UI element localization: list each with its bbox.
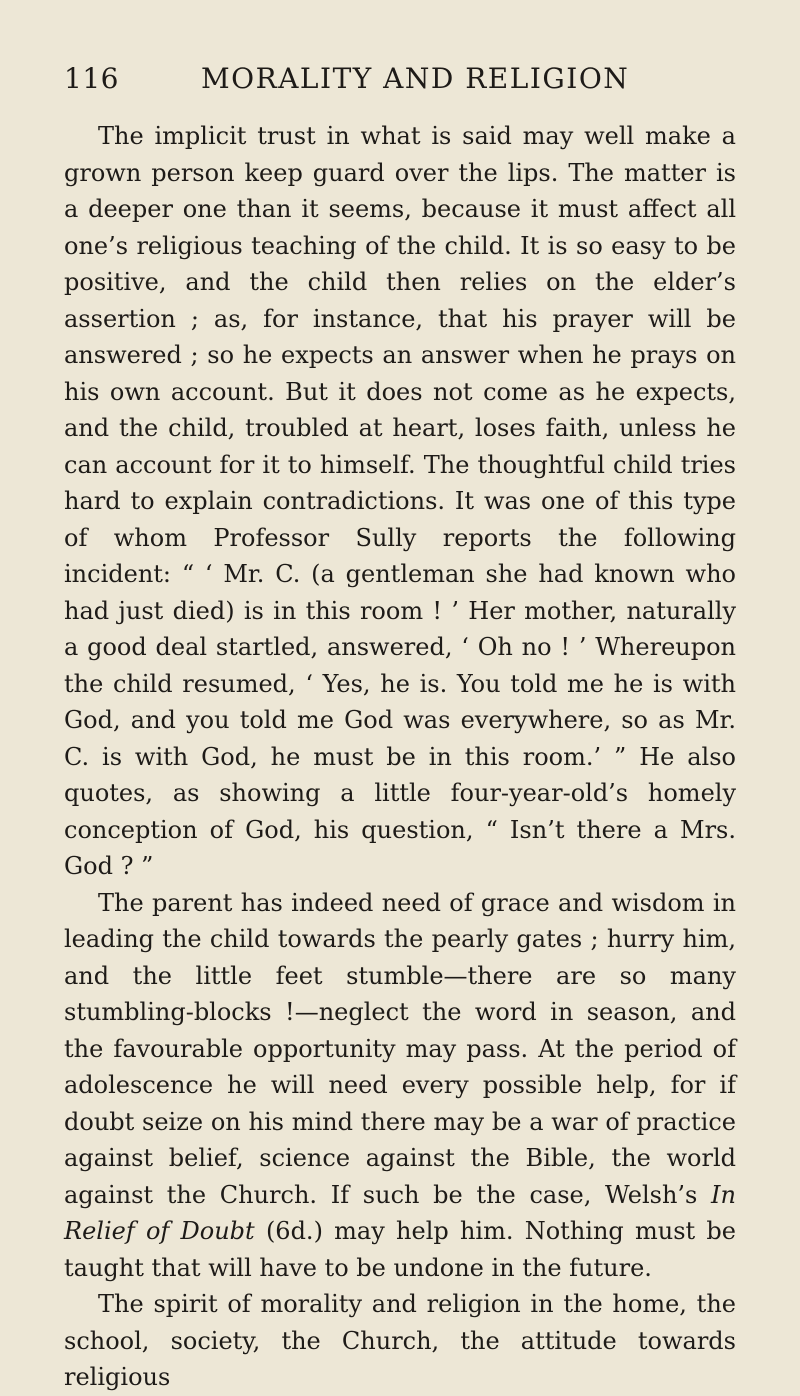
paragraph-3: The spirit of morality and religion in the home, the school, society, the Church, the attitude towards religious — [64, 1290, 736, 1391]
page-number: 116 — [64, 62, 119, 95]
running-title: MORALITY AND RELIGION — [201, 62, 630, 95]
body-text — [64, 118, 736, 1396]
page-header — [64, 62, 736, 102]
paragraph-2 — [64, 885, 736, 1287]
book-title: In Relief of Doubt — [64, 1180, 736, 1245]
paragraph-2-text-after: (6d.) may help him. Nothing must be taught that will have to be undone in the future. — [64, 1217, 736, 1282]
paragraph-1: The implicit trust in what is said may well make a grown person keep guard over the lips. The matter is a deeper one than it seems, because it must affect all one’s religious teaching of the child. It is so easy to be positive, and the child then relies on the elder’s assertion ; as, for instance, that his prayer will be answered ; so he expects an answer when he prays on his own account. But it does not come as he expects, and the child, troubled at heart, loses faith, unless he can account for it to himself. The thoughtful child tries hard to explain contradictions. It was one of this type of whom Professor Sully reports the following incident: “ ‘ Mr. C. (a gentleman she had known who had just died) is in this room ! ’ Her mother, naturally a good deal startled, answered, ‘ Oh no ! ’ Whereupon the child resumed, ‘ Yes, he is. You told me he is with God, and you told me God was everywhere, so as Mr. C. is with God, he must be in this room.’ ” He also quotes, as showing a little four-year-old’s homely conception of God, his question, “ Isn’t there a Mrs. God ? ” — [64, 122, 736, 880]
paragraph-2-text-before: The parent has indeed need of grace and wisdom in leading the child towards the pearly gates ; hurry him, and the little feet stumble—there are so many stumbling-blocks !—neglect the word in season, and the favourable opportunity may pass. At the period of adolescence he will need every possible help, for if doubt seize on his mind there may be a war of practice against belief, science against the Bible, the world against the Church. If such be the case, Welsh’s — [64, 888, 736, 1209]
